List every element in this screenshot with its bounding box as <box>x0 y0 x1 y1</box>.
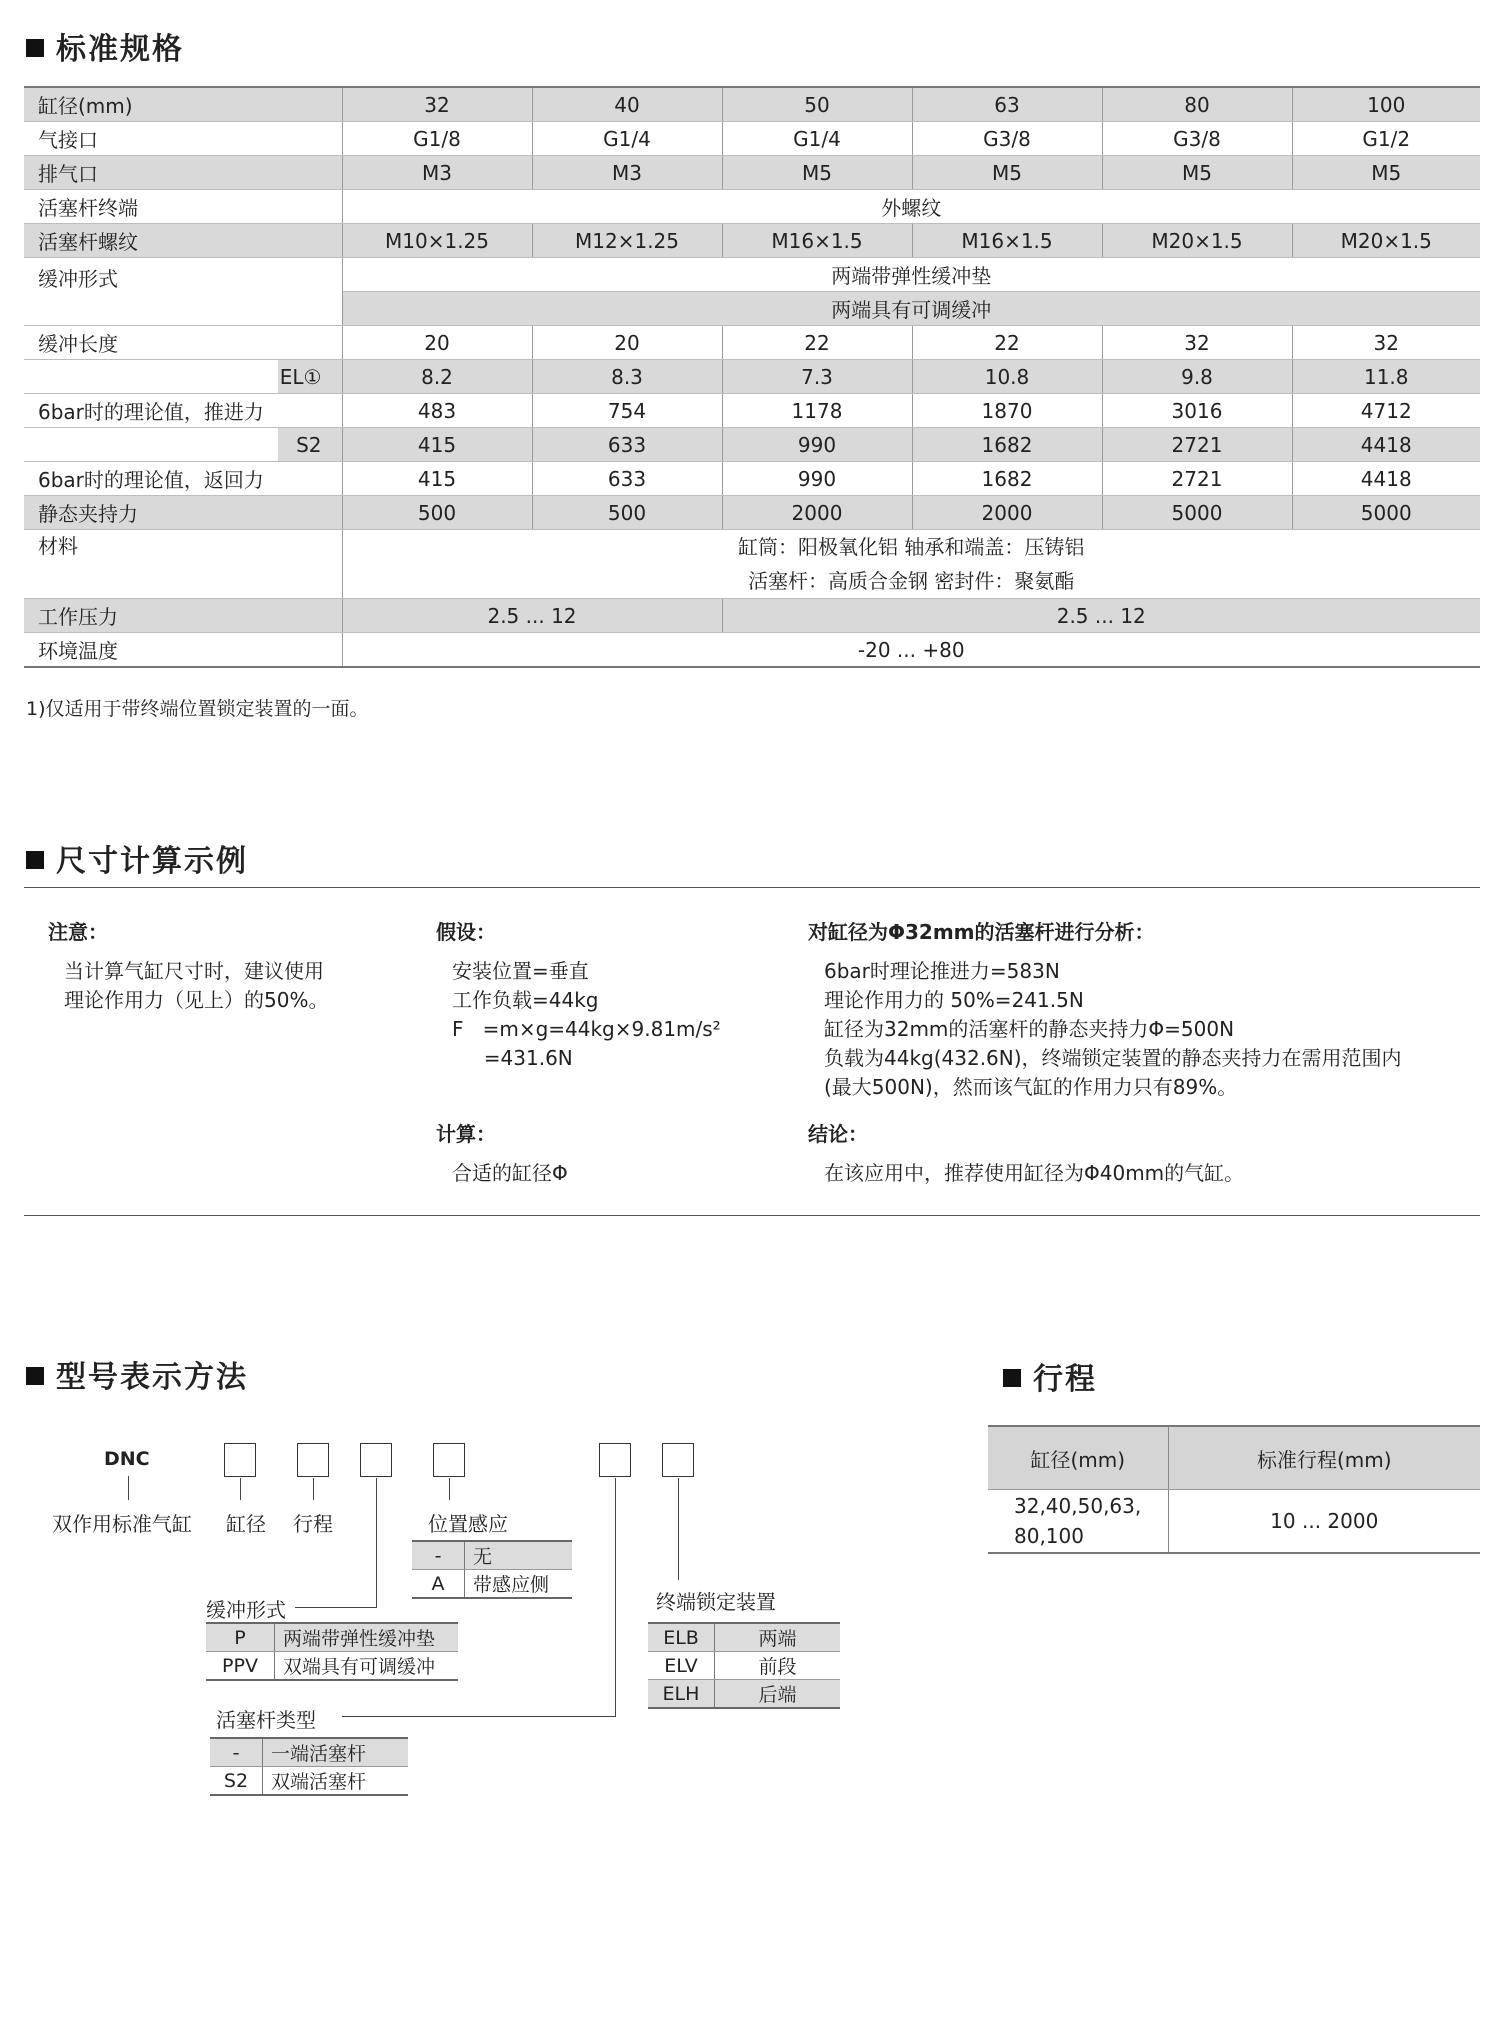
cell: 633 <box>532 462 722 496</box>
cell: 415 <box>342 462 532 496</box>
cell: M16×1.5 <box>912 224 1102 258</box>
cell: M5 <box>722 156 912 190</box>
square-bullet-icon <box>26 1367 44 1385</box>
row-label: 活塞杆终端 <box>24 190 342 224</box>
cell: 754 <box>532 394 722 428</box>
calc-compute-block <box>436 1118 568 1188</box>
cell: 外螺纹 <box>342 190 1480 224</box>
text-line: 工作负载=44kg <box>452 988 599 1012</box>
cell: 11.8 <box>1292 360 1480 394</box>
row-el <box>24 360 1480 394</box>
cell: 9.8 <box>1102 360 1292 394</box>
cell: 8.2 <box>342 360 532 394</box>
option-row <box>648 1623 840 1652</box>
row-label: S2 <box>24 428 342 462</box>
text-line: 合适的缸径Φ <box>452 1161 568 1185</box>
option-desc: 带感应侧 <box>465 1570 573 1599</box>
cell: 2.5 ... 12 <box>722 599 1480 633</box>
cell: G1/4 <box>722 122 912 156</box>
label-sensor: 位置感应 <box>428 1512 508 1536</box>
cell: 500 <box>532 496 722 530</box>
option-desc: 两端 <box>715 1623 841 1652</box>
cell: 100 <box>1292 87 1480 122</box>
cell: G1/2 <box>1292 122 1480 156</box>
row-label: 气接口 <box>24 122 342 156</box>
option-row <box>412 1541 572 1570</box>
square-bullet-icon <box>26 851 44 869</box>
connector-line <box>678 1478 679 1580</box>
text-line: 在该应用中，推荐使用缸径为Φ40mm的气缸。 <box>824 1161 1245 1185</box>
label-bore: 缸径 <box>226 1512 266 1536</box>
option-row <box>412 1570 572 1599</box>
option-code: ELB <box>648 1623 715 1652</box>
square-bullet-icon <box>26 39 44 57</box>
cell: 7.3 <box>722 360 912 394</box>
connector-line <box>295 1607 377 1608</box>
stroke-range-cell: 10 ... 2000 <box>1168 1490 1480 1554</box>
sensor-options-table <box>412 1540 572 1599</box>
option-code: - <box>412 1541 465 1570</box>
code-box-sensor <box>433 1443 465 1477</box>
row-rod-end <box>24 190 1480 224</box>
option-code: A <box>412 1570 465 1599</box>
row-bore <box>24 87 1480 122</box>
option-code: PPV <box>206 1652 275 1681</box>
analysis-heading: 对缸径为Φ32mm的活塞杆进行分析： <box>808 920 1155 944</box>
material-line-2: 活塞杆：高质合金钢 密封件：聚氨酯 <box>748 569 1075 593</box>
cell: 4418 <box>1292 428 1480 462</box>
row-label: 环境温度 <box>24 633 342 668</box>
cell: 40 <box>532 87 722 122</box>
bore-list-cell <box>988 1490 1168 1554</box>
code-box-cushion <box>360 1443 392 1477</box>
code-box-lock <box>662 1443 694 1477</box>
text-line: 缸径为32mm的活塞杆的静态夹持力Φ=500N <box>824 1017 1235 1041</box>
row-rod-thread <box>24 224 1480 258</box>
bore-list-line: 80,100 <box>1014 1524 1084 1548</box>
row-retract-force <box>24 462 1480 496</box>
option-desc: 双端活塞杆 <box>263 1767 409 1796</box>
code-box-stroke <box>297 1443 329 1477</box>
text-line: 安装位置=垂直 <box>452 959 589 983</box>
bore-list-line: 32,40,50,63, <box>1014 1494 1142 1518</box>
row-material <box>24 530 1480 599</box>
cell: G3/8 <box>912 122 1102 156</box>
connector-line <box>342 1716 616 1717</box>
cell: M10×1.25 <box>342 224 532 258</box>
cell: 500 <box>342 496 532 530</box>
cell: M20×1.5 <box>1102 224 1292 258</box>
calc-note-block <box>48 916 328 1015</box>
row-exhaust <box>24 156 1480 190</box>
cell: 10.8 <box>912 360 1102 394</box>
text-line: 负载为44kg(432.6N)，终端锁定装置的静态夹持力在需用范围内 <box>824 1046 1402 1070</box>
cell: M3 <box>532 156 722 190</box>
row-holding-force <box>24 496 1480 530</box>
option-code: S2 <box>210 1767 263 1796</box>
row-label: 缸径(mm) <box>24 87 342 122</box>
label-cushion: 缓冲形式 <box>206 1598 286 1622</box>
divider <box>24 887 1480 888</box>
cell <box>342 530 1480 599</box>
cell: 2721 <box>1102 428 1292 462</box>
cell: 1682 <box>912 462 1102 496</box>
connector-line <box>240 1478 241 1500</box>
rod-options-table <box>210 1737 408 1796</box>
lock-options-table <box>648 1622 840 1709</box>
divider <box>24 1215 1480 1216</box>
row-label: 材料 <box>24 530 342 599</box>
row-label: 工作压力 <box>24 599 342 633</box>
cell: 22 <box>912 326 1102 360</box>
row-air-port <box>24 122 1480 156</box>
code-box-bore <box>224 1443 256 1477</box>
text-line: 6bar时理论推进力=583N <box>824 959 1060 983</box>
calc-section-title: 尺寸计算示例 <box>26 836 248 880</box>
calc-assume-block <box>436 916 721 1073</box>
cell: 3016 <box>1102 394 1292 428</box>
model-code-prefix: DNC <box>104 1448 150 1470</box>
material-line-1: 缸筒：阳极氧化铝 轴承和端盖：压铸铝 <box>738 535 1085 559</box>
row-pressure <box>24 599 1480 633</box>
option-desc: 一端活塞杆 <box>263 1738 409 1767</box>
cushion-options-table <box>206 1622 458 1681</box>
header-stroke: 标准行程(mm) <box>1168 1426 1480 1490</box>
cell: 5000 <box>1102 496 1292 530</box>
row-label: 6bar时的理论值，推进力 <box>24 394 342 428</box>
model-section-title: 型号表示方法 <box>26 1352 248 1396</box>
header-bore: 缸径(mm) <box>988 1426 1168 1490</box>
connector-line <box>128 1476 129 1500</box>
cell: G3/8 <box>1102 122 1292 156</box>
cell: 990 <box>722 462 912 496</box>
row-temperature <box>24 633 1480 668</box>
cell: 2721 <box>1102 462 1292 496</box>
cell: 633 <box>532 428 722 462</box>
option-desc: 前段 <box>715 1652 841 1680</box>
compute-heading: 计算： <box>436 1122 496 1146</box>
stroke-table <box>988 1425 1480 1554</box>
stroke-header-row <box>988 1426 1480 1490</box>
row-label: 静态夹持力 <box>24 496 342 530</box>
cell: 50 <box>722 87 912 122</box>
cell: 两端带弹性缓冲垫 <box>342 258 1480 292</box>
calc-analysis-block <box>808 916 1402 1102</box>
row-label: 6bar时的理论值，返回力 <box>24 462 342 496</box>
label-stroke: 行程 <box>293 1512 333 1536</box>
cell: M16×1.5 <box>722 224 912 258</box>
option-code: ELH <box>648 1680 715 1709</box>
row-s2 <box>24 428 1480 462</box>
text-line: =431.6N <box>452 1046 573 1070</box>
cell: -20 ... +80 <box>342 633 1480 668</box>
cell: M20×1.5 <box>1292 224 1480 258</box>
cell: 4712 <box>1292 394 1480 428</box>
cell: 32 <box>1292 326 1480 360</box>
spec-table <box>24 86 1480 668</box>
cell: 22 <box>722 326 912 360</box>
row-label: 缓冲长度 <box>24 326 342 360</box>
cell: 2000 <box>912 496 1102 530</box>
conclusion-heading: 结论： <box>808 1122 868 1146</box>
cell: M5 <box>1102 156 1292 190</box>
option-code: P <box>206 1623 275 1652</box>
assume-heading: 假设： <box>436 920 496 944</box>
option-desc: 无 <box>465 1541 573 1570</box>
cell: 1682 <box>912 428 1102 462</box>
connector-line <box>376 1478 377 1607</box>
option-row <box>206 1623 458 1652</box>
cell: G1/8 <box>342 122 532 156</box>
cell: 990 <box>722 428 912 462</box>
cell: 4418 <box>1292 462 1480 496</box>
cell: 8.3 <box>532 360 722 394</box>
row-label: 排气口 <box>24 156 342 190</box>
cell: 80 <box>1102 87 1292 122</box>
stroke-section-title: 行程 <box>1003 1354 1097 1398</box>
label-cylinder-type: 双作用标准气缸 <box>52 1512 192 1536</box>
connector-line <box>449 1478 450 1500</box>
option-desc: 后端 <box>715 1680 841 1709</box>
stroke-data-row <box>988 1490 1480 1554</box>
cell: 5000 <box>1292 496 1480 530</box>
calc-conclusion-block <box>808 1118 1244 1188</box>
row-label: EL① <box>24 360 342 394</box>
option-desc: 双端具有可调缓冲 <box>275 1652 459 1681</box>
connector-line <box>313 1478 314 1500</box>
row-label: 缓冲形式 <box>24 258 342 326</box>
cell: 20 <box>342 326 532 360</box>
cell: 1178 <box>722 394 912 428</box>
text-line: F =m×g=44kg×9.81m/s² <box>452 1017 721 1041</box>
cell: 483 <box>342 394 532 428</box>
option-row <box>210 1738 408 1767</box>
cell: G1/4 <box>532 122 722 156</box>
cell: 32 <box>342 87 532 122</box>
cell: 63 <box>912 87 1102 122</box>
option-row <box>206 1652 458 1681</box>
note-heading: 注意： <box>48 920 108 944</box>
cell: M5 <box>912 156 1102 190</box>
text-line: (最大500N)，然而该气缸的作用力只有89%。 <box>824 1075 1238 1099</box>
label-end-lock: 终端锁定装置 <box>656 1590 776 1614</box>
text-line: 当计算气缸尺寸时，建议使用 <box>64 959 324 983</box>
label-rod-type: 活塞杆类型 <box>216 1708 316 1732</box>
connector-line <box>615 1478 616 1716</box>
cell: M12×1.25 <box>532 224 722 258</box>
cell: 2000 <box>722 496 912 530</box>
option-row <box>648 1680 840 1709</box>
option-code: ELV <box>648 1652 715 1680</box>
spec-section-title: 标准规格 <box>26 24 184 68</box>
option-row <box>210 1767 408 1796</box>
text-line: 理论作用力（见上）的50%。 <box>64 988 329 1012</box>
spec-footnote: 1)仅适用于带终端位置锁定装置的一面。 <box>26 698 369 720</box>
row-cushion-length <box>24 326 1480 360</box>
cell: M5 <box>1292 156 1480 190</box>
square-bullet-icon <box>1003 1369 1021 1387</box>
cell: 415 <box>342 428 532 462</box>
cell: 32 <box>1102 326 1292 360</box>
cell: 20 <box>532 326 722 360</box>
row-push-force <box>24 394 1480 428</box>
code-box-rod <box>599 1443 631 1477</box>
row-label: 活塞杆螺纹 <box>24 224 342 258</box>
cell: M3 <box>342 156 532 190</box>
cell: 1870 <box>912 394 1102 428</box>
option-desc: 两端带弹性缓冲垫 <box>275 1623 459 1652</box>
cell: 2.5 ... 12 <box>342 599 722 633</box>
option-code: - <box>210 1738 263 1767</box>
cell: 两端具有可调缓冲 <box>342 292 1480 326</box>
row-cushion-type <box>24 258 1480 292</box>
text-line: 理论作用力的 50%=241.5N <box>824 988 1084 1012</box>
option-row <box>648 1652 840 1680</box>
